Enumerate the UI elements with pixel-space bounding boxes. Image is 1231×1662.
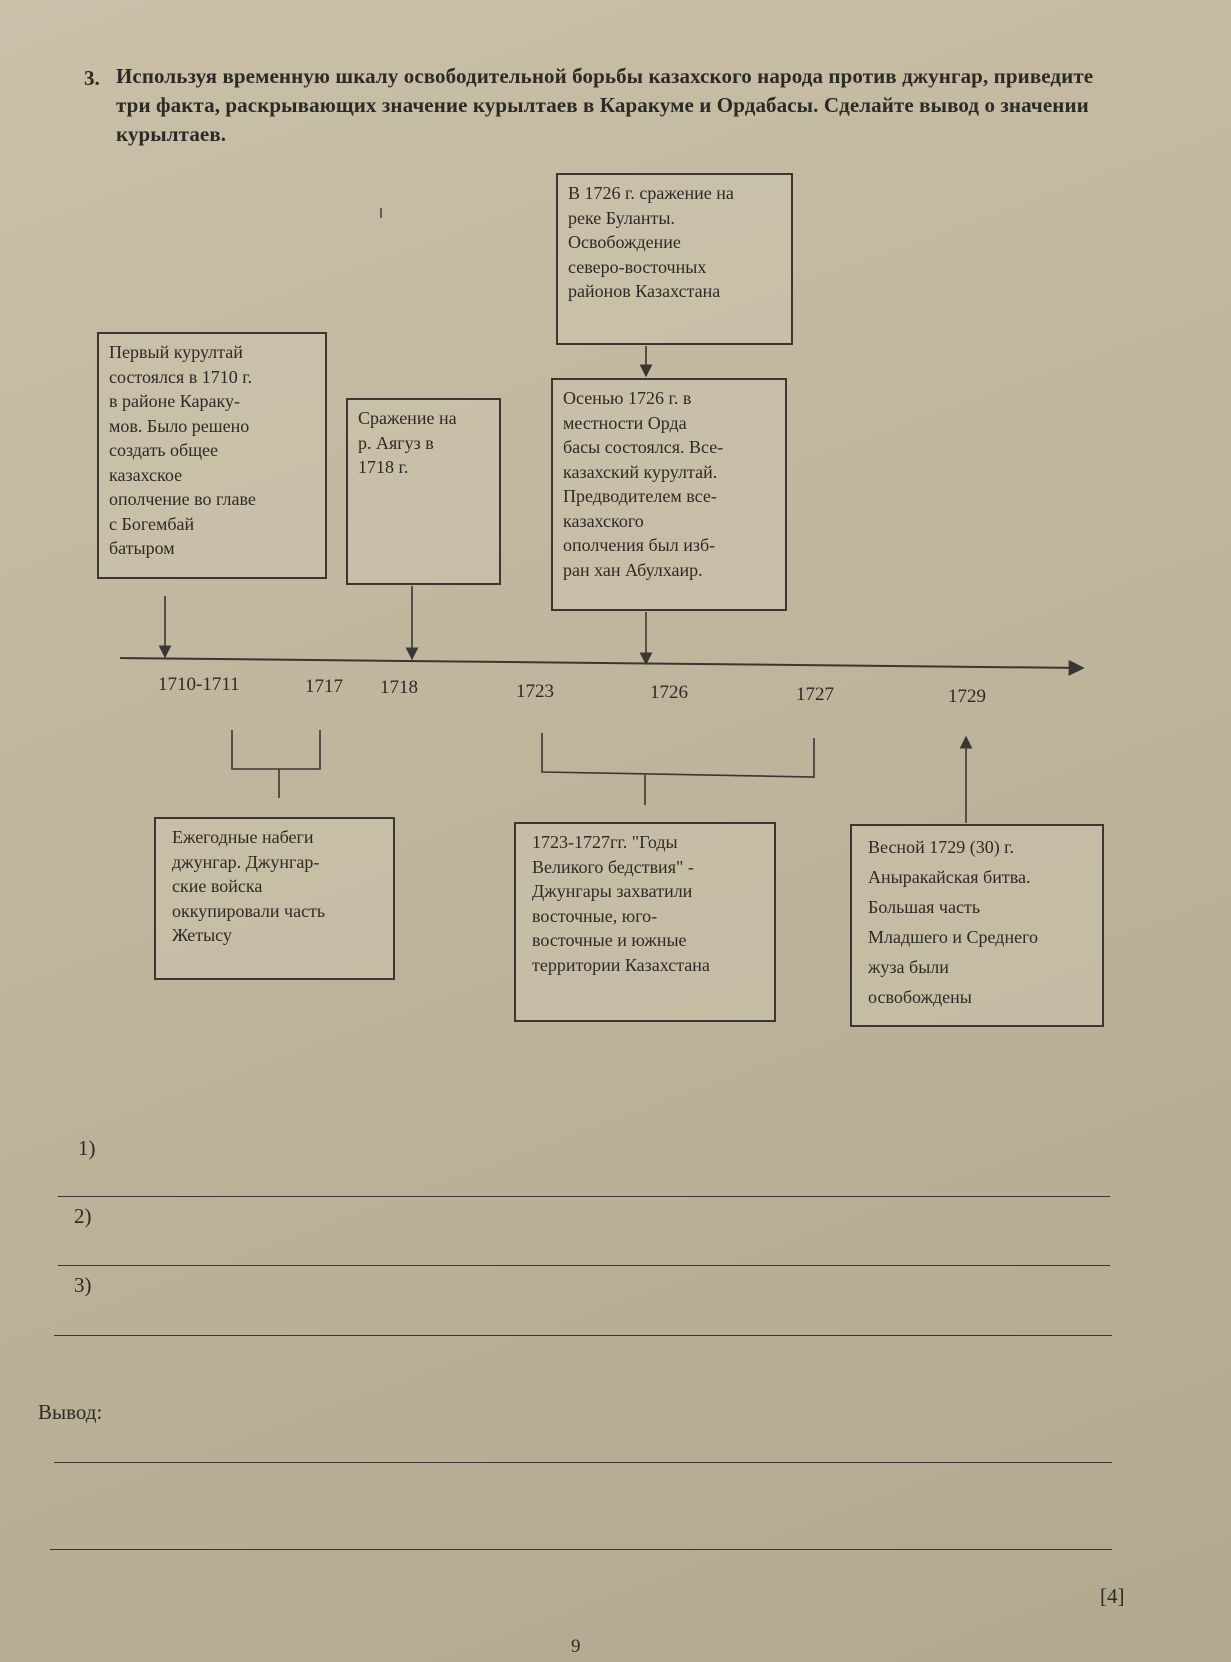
bracket-1710-1717 [232, 730, 320, 798]
timeline-axis [120, 658, 1083, 668]
box-text-line: басы состоялся. Все- [563, 437, 724, 457]
box-text-line: казахское [109, 464, 183, 485]
conclusion-line-2[interactable] [50, 1549, 1112, 1550]
box-text-line: территории Казахстана [532, 954, 710, 975]
box-text-line: ские войска [172, 876, 263, 896]
year-label: 1718 [380, 677, 418, 698]
box-first-kurultai [97, 332, 327, 579]
box-text-line: р. Аягуз в [358, 432, 434, 453]
year-label: 1727 [796, 684, 834, 705]
box-text-line: 1723-1727гг. "Годы [532, 832, 678, 852]
box-text-line: Ежегодные набеги [172, 827, 314, 847]
year-label: 1710-1711 [158, 674, 240, 695]
box-text-line: Весной 1729 (30) г. [868, 837, 1015, 857]
conclusion-label: Вывод: [38, 1400, 103, 1424]
box-text-line: создать общее [109, 440, 219, 460]
box-text-line: с Богембай [109, 513, 195, 534]
conclusion-line-1[interactable] [54, 1462, 1112, 1463]
answer-line-1[interactable] [58, 1196, 1110, 1197]
answer-label-1: 1) [78, 1136, 96, 1160]
box-text-line: мов. Было решено [109, 415, 250, 436]
box-text-line: ран хан Абулхаир. [563, 559, 703, 580]
box-text-line: освобождены [868, 987, 972, 1007]
box-text-line: в районе Караку- [109, 391, 240, 411]
box-text-line: Младшего и Среднего [868, 927, 1039, 947]
box-text-line: В 1726 г. сражение на [568, 183, 734, 203]
box-text-line: батыром [109, 538, 175, 558]
answer-line-2[interactable] [58, 1265, 1110, 1266]
answer-line-3[interactable] [54, 1335, 1112, 1336]
box-text-line: Сражение на [358, 408, 457, 428]
box-ordabasy-kurultai [551, 378, 787, 611]
box-text-line: Предводителем все- [563, 486, 717, 506]
box-text-line: Аныракайская битва. [868, 867, 1031, 887]
box-text-line: восточные, юго- [532, 905, 658, 926]
box-text-line: реке Буланты. [568, 207, 675, 228]
year-label: 1723 [516, 681, 554, 702]
box-ayaguz-battle [346, 398, 501, 585]
answer-label-2: 2) [74, 1204, 92, 1228]
box-text-line: Осенью 1726 г. в [563, 388, 692, 408]
question-text: Используя временную шкалу освободительной борьбы казахского народа против джунгар, приведите три факта, раскрывающих значение курылтаев в Каракуме и Ордабасы. Сделайте вывод о значении курылтаев. [116, 64, 1094, 146]
box-anyrakay-battle [850, 824, 1104, 1027]
bracket-1723-1727 [542, 733, 814, 805]
box-text-line: 1718 г. [358, 457, 409, 477]
page-number: 9 [571, 1636, 581, 1657]
box-bulanty-battle [556, 173, 793, 345]
box-text-line: Первый курултай [109, 342, 243, 362]
box-text-line: казахского [563, 510, 644, 531]
answer-label-3: 3) [74, 1273, 92, 1297]
box-text-line: ополчение во главе [109, 489, 256, 509]
box-text-line: восточные и южные [532, 930, 687, 950]
box-text-line: Освобождение [568, 232, 681, 252]
box-text-line: жуза были [868, 957, 949, 977]
box-annual-raids [154, 817, 395, 980]
box-text-line: Джунгары захватили [532, 881, 693, 901]
box-text-line: оккупировали часть [172, 900, 326, 921]
box-text-line: казахский курултай. [563, 461, 718, 482]
box-text-line: северо-восточных [568, 256, 707, 277]
question-number: 3. [84, 66, 100, 90]
box-text-line: местности Орда [563, 412, 687, 433]
box-great-disaster [514, 822, 776, 1022]
box-text-line: районов Казахстана [568, 281, 721, 301]
box-text-line: состоялся в 1710 г. [109, 366, 253, 387]
year-label: 1717 [305, 676, 343, 697]
box-text-line: Большая часть [868, 897, 981, 917]
box-text-line: Великого бедствия" - [532, 856, 694, 877]
year-label: 1726 [650, 682, 688, 703]
box-text-line: ополчения был изб- [563, 535, 716, 555]
box-text-line: Жетысу [172, 925, 232, 945]
score-marks: [4] [1100, 1584, 1125, 1608]
box-text-line: джунгар. Джунгар- [172, 851, 320, 872]
year-label: 1729 [948, 686, 986, 707]
